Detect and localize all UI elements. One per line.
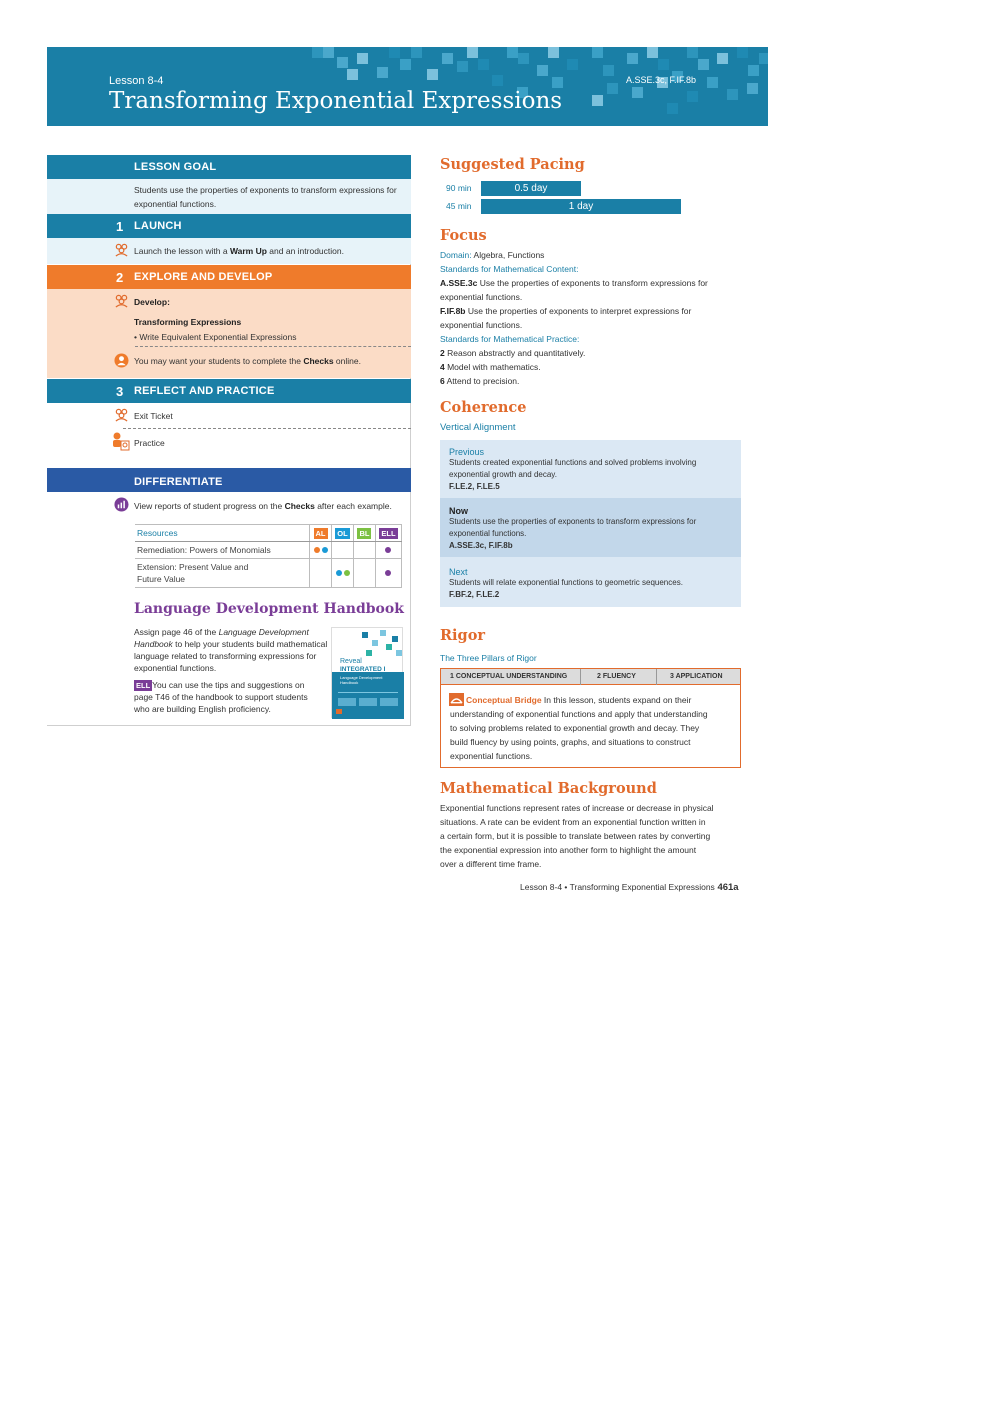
content-standard-1-cont: exponential functions.	[440, 292, 523, 302]
focus-domain: Domain: Algebra, Functions	[440, 250, 545, 260]
banner-square	[427, 69, 438, 80]
book-brand: Reveal	[340, 658, 362, 665]
reports-chart-icon	[114, 497, 129, 512]
rigor-heading: Rigor	[440, 627, 486, 644]
ell-dot	[385, 570, 391, 576]
ldh-paragraph-2: ELL You can use the tips and suggestions on page T46 of the handbook to support students who are building English proficiency.	[134, 680, 308, 714]
develop-topic: Transforming Expressions	[134, 317, 242, 327]
banner-square	[377, 67, 388, 78]
page-footer: Lesson 8-4 • Transforming Exponential Expressions 461a	[520, 882, 739, 893]
next-label: Next	[449, 567, 468, 577]
divider	[123, 428, 411, 429]
pacing-bar-90: 0.5 day	[481, 181, 581, 196]
pacing-bar-45: 1 day	[481, 199, 681, 214]
banner-square	[727, 89, 738, 100]
lesson-goal-text-2: exponential functions.	[134, 199, 217, 209]
previous-label: Previous	[449, 447, 485, 457]
lesson-title: Transforming Exponential Expressions	[109, 88, 563, 114]
banner-square	[357, 53, 368, 64]
lesson-goal-heading: LESSON GOAL	[134, 161, 217, 173]
vertical-alignment-label: Vertical Alignment	[440, 422, 516, 433]
banner-square	[389, 47, 400, 58]
banner-square	[759, 53, 768, 64]
bl-dot	[344, 570, 350, 576]
banner-square	[552, 77, 563, 88]
rigor-pillars-box	[440, 668, 741, 768]
footer-title: Transforming Exponential Expressions	[569, 882, 715, 892]
reflect-number: 3	[116, 384, 124, 399]
table-row	[135, 542, 402, 559]
explore-develop-bar	[47, 265, 411, 289]
student-icon	[114, 353, 129, 368]
table-row	[135, 559, 402, 588]
explore-heading: EXPLORE AND DEVELOP	[134, 271, 273, 283]
focus-heading: Focus	[440, 227, 487, 244]
now-label: Now	[449, 506, 468, 516]
previous-box	[440, 440, 741, 498]
practice-standard-2: 2 Reason abstractly and quantitatively.	[440, 348, 586, 358]
ol-tag: OL	[337, 528, 348, 538]
resources-table	[135, 524, 402, 588]
next-box	[440, 557, 741, 607]
ell-tag: ELL	[381, 528, 396, 538]
banner-square	[323, 47, 334, 58]
footer-lesson: Lesson 8-4	[520, 882, 563, 892]
ell-tag: ELL	[136, 681, 151, 690]
handbook-cover-art	[332, 628, 404, 719]
practice-item: Practice	[134, 438, 165, 448]
pacing-min-45: 45 min	[446, 201, 472, 211]
banner-square	[411, 47, 422, 58]
group-icon	[114, 242, 129, 257]
practice-standard-6: 6 Attend to precision.	[440, 376, 520, 386]
differentiate-heading: DIFFERENTIATE	[134, 476, 223, 488]
explore-band	[47, 289, 411, 378]
pillar-1: 1 CONCEPTUAL UNDERSTANDING	[450, 673, 568, 680]
reflect-practice-bar	[47, 379, 411, 403]
banner-square	[667, 103, 678, 114]
lesson-goal-bar	[47, 155, 411, 179]
three-pillars-label: The Three Pillars of Rigor	[440, 653, 537, 663]
banner-square	[658, 59, 669, 70]
banner-square	[312, 47, 323, 58]
launch-text: Launch the lesson with a Warm Up and an introduction.	[134, 246, 344, 256]
coherence-heading: Coherence	[440, 399, 527, 416]
pacing-min-90: 90 min	[446, 183, 472, 193]
banner-square	[467, 47, 478, 58]
ol-dot	[336, 570, 342, 576]
banner-square	[478, 59, 489, 70]
launch-heading: LAUNCH	[134, 220, 182, 232]
banner-square	[717, 53, 728, 64]
exit-ticket-item: Exit Ticket	[134, 411, 173, 421]
book-subtitle-1: Language Development	[340, 675, 383, 680]
banner-square	[747, 83, 758, 94]
content-standard-2: F.IF.8b Use the properties of exponents to interpret expressions for	[440, 306, 692, 316]
practice-standards-label: Standards for Mathematical Practice:	[440, 334, 580, 344]
develop-bullet: • Write Equivalent Exponential Expressions	[134, 332, 297, 342]
next-text: Students will relate exponential functions to geometric sequences. F.BF.2, F.LE.2	[449, 578, 683, 599]
page-number: 461a	[714, 882, 739, 893]
now-box	[440, 498, 741, 557]
banner-square	[592, 47, 603, 58]
practice-icon	[111, 431, 131, 451]
banner-square	[457, 61, 468, 72]
book-subtitle-2: Handbook	[340, 680, 359, 685]
banner-square	[592, 95, 603, 106]
pillars-header	[441, 669, 740, 685]
banner-square	[603, 65, 614, 76]
develop-label: Develop:	[134, 297, 170, 307]
lesson-goal-band	[47, 179, 411, 214]
bl-tag: BL	[359, 528, 370, 538]
reflect-heading: REFLECT AND PRACTICE	[134, 385, 275, 397]
explore-number: 2	[116, 270, 124, 285]
banner-square	[698, 59, 709, 70]
launch-number: 1	[116, 219, 124, 234]
banner-square	[567, 59, 578, 70]
table-header-row	[135, 525, 402, 542]
pillar-2: 2 FLUENCY	[597, 673, 636, 680]
banner-square	[537, 65, 548, 76]
banner-square	[737, 47, 748, 58]
banner-square	[647, 47, 658, 58]
practice-standard-4: 4 Model with mathematics.	[440, 362, 541, 372]
pacing-heading: Suggested Pacing	[440, 156, 585, 173]
divider	[135, 346, 411, 347]
banner-square	[400, 59, 411, 70]
launch-band	[47, 238, 411, 264]
resources-column-header: Resources	[135, 525, 310, 542]
banner-square	[442, 53, 453, 64]
banner-square	[707, 77, 718, 88]
content-standard-1: A.SSE.3c Use the properties of exponents to transform expressions for	[440, 278, 708, 288]
content-standards-label: Standards for Mathematical Content:	[440, 264, 579, 274]
lesson-header-banner	[47, 47, 768, 126]
ldh-title: Language Development Handbook	[134, 601, 404, 617]
banner-square	[492, 75, 503, 86]
previous-text: Students created exponential functions and solved problems involving exponential growth and decay. F.LE.2, F.LE.5	[449, 458, 697, 491]
book-title: INTEGRATED I	[340, 666, 386, 673]
row-label: Remediation: Powers of Monomials	[135, 542, 310, 559]
ol-dot	[322, 547, 328, 553]
banner-square	[347, 69, 358, 80]
lesson-standards: A.SSE.3c, F.IF.8b	[626, 75, 697, 85]
banner-square	[518, 53, 529, 64]
differentiate-text: View reports of student progress on the Checks after each example.	[134, 501, 392, 511]
lesson-goal-text-1: Students use the properties of exponents to transform expressions for	[134, 185, 397, 195]
banner-square	[748, 65, 759, 76]
group-icon	[114, 293, 129, 308]
banner-square	[507, 47, 518, 58]
now-text: Students use the properties of exponents to transform expressions for exponential functions. A.SSE.3c, F.IF.8b	[449, 517, 697, 550]
banner-square	[632, 87, 643, 98]
math-background-text: Exponential functions represent rates of increase or decrease in physical situations. A rate can be evident from an exponential function written in a certain form, but it is possible to translate between rates by converting the exponential expression into another form to highlight the amount over a different time frame.	[440, 803, 714, 869]
al-tag: AL	[315, 528, 326, 538]
ell-dot	[385, 547, 391, 553]
conceptual-bridge-text: Conceptual Bridge In this lesson, students expand on their understanding of exponential functions and apply that understanding to solving problems related to exponential growth and decay. They build fluency by using points, graphs, and situations to construct exponential functions.	[450, 695, 708, 761]
content-standard-2-cont: exponential functions.	[440, 320, 523, 330]
banner-square	[687, 91, 698, 102]
group-icon	[114, 407, 129, 422]
banner-square	[627, 53, 638, 64]
banner-square	[687, 47, 698, 58]
ldh-paragraph-1: Assign page 46 of the Language Development Handbook to help your students build mathematical language related to transforming expressions for exponential functions.	[134, 627, 328, 673]
al-dot	[314, 547, 320, 553]
differentiate-bar	[47, 468, 411, 492]
launch-bar	[47, 214, 411, 238]
lesson-number: Lesson 8-4	[109, 75, 164, 87]
handbook-cover-image	[331, 627, 403, 718]
row-label: Extension: Present Value and Future Value	[135, 559, 310, 588]
banner-square	[607, 83, 618, 94]
math-background-heading: Mathematical Background	[440, 780, 657, 797]
checks-note: You may want your students to complete the Checks online.	[134, 356, 361, 366]
banner-square	[337, 57, 348, 68]
pillar-3: 3 APPLICATION	[670, 673, 723, 680]
banner-square	[548, 47, 559, 58]
